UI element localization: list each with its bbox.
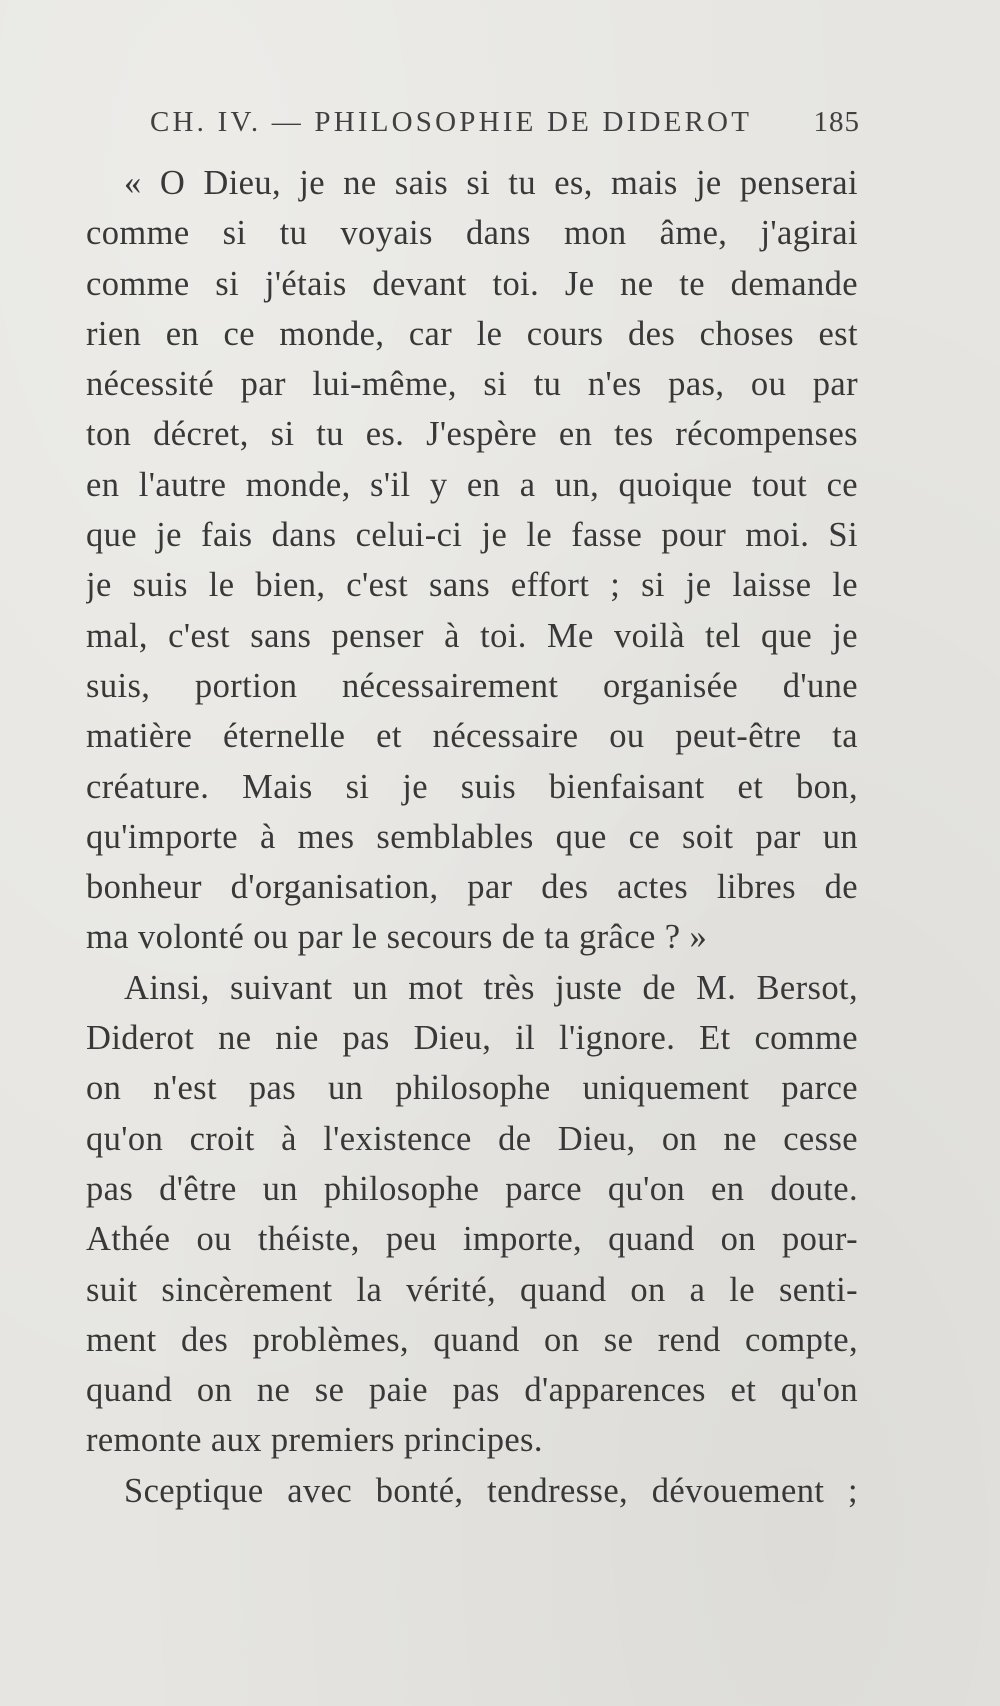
text-line: qu'on croit à l'existence de Dieu, on ne cesse [86, 1119, 858, 1158]
body-text [86, 158, 858, 1516]
text-line: mal, c'est sans penser à toi. Me voilà tel que je [86, 616, 858, 655]
running-title: CH. IV. — PHILOSOPHIE DE DIDEROT [150, 106, 753, 138]
text-line: quand on ne se paie pas d'apparences et qu'on [86, 1371, 858, 1410]
paragraph-quote [86, 158, 858, 963]
running-header [150, 106, 860, 146]
text-line: que je fais dans celui-ci je le fasse pour moi. Si [86, 516, 858, 555]
text-line: on n'est pas un philosophe uniquement parce [86, 1069, 858, 1108]
text-line: comme si tu voyais dans mon âme, j'agirai [86, 214, 858, 253]
page-number: 185 [813, 106, 860, 138]
text-line: qu'importe à mes semblables que ce soit par un [86, 817, 858, 856]
text-line: Ainsi, suivant un mot très juste de M. Bersot, [124, 968, 858, 1007]
text-line: en l'autre monde, s'il y en a un, quoique tout ce [86, 465, 858, 504]
text-line: Athée ou théiste, peu importe, quand on pour- [86, 1220, 858, 1259]
paragraph-sceptique [86, 1466, 858, 1516]
text-line: je suis le bien, c'est sans effort ; si je laisse le [86, 566, 858, 605]
text-line: suis, portion nécessairement organisée d'une [86, 666, 858, 705]
paragraph-bersot [86, 963, 858, 1466]
text-line: ton décret, si tu es. J'espère en tes récompenses [86, 415, 858, 454]
text-line: remonte aux premiers principes. [86, 1421, 543, 1460]
text-line: créature. Mais si je suis bienfaisant et bon, [86, 767, 858, 806]
text-line: « O Dieu, je ne sais si tu es, mais je penserai [124, 164, 858, 202]
text-line: suit sincèrement la vérité, quand on a le senti- [86, 1270, 858, 1309]
text-line: comme si j'étais devant toi. Je ne te demande [86, 264, 858, 303]
text-line: ment des problèmes, quand on se rend compte, [86, 1320, 858, 1359]
text-line: nécessité par lui-même, si tu n'es pas, ou par [86, 365, 858, 404]
text-line: Sceptique avec bonté, tendresse, dévouement ; [124, 1471, 858, 1510]
text-line: ma volonté ou par le secours de ta grâce ? » [86, 918, 708, 957]
text-line: matière éternelle et nécessaire ou peut-être ta [86, 717, 858, 756]
text-line: bonheur d'organisation, par des actes libres de [86, 868, 858, 907]
text-line: rien en ce monde, car le cours des choses est [86, 314, 858, 353]
text-line: pas d'être un philosophe parce qu'on en doute. [86, 1169, 858, 1208]
text-line: Diderot ne nie pas Dieu, il l'ignore. Et comme [86, 1019, 858, 1058]
